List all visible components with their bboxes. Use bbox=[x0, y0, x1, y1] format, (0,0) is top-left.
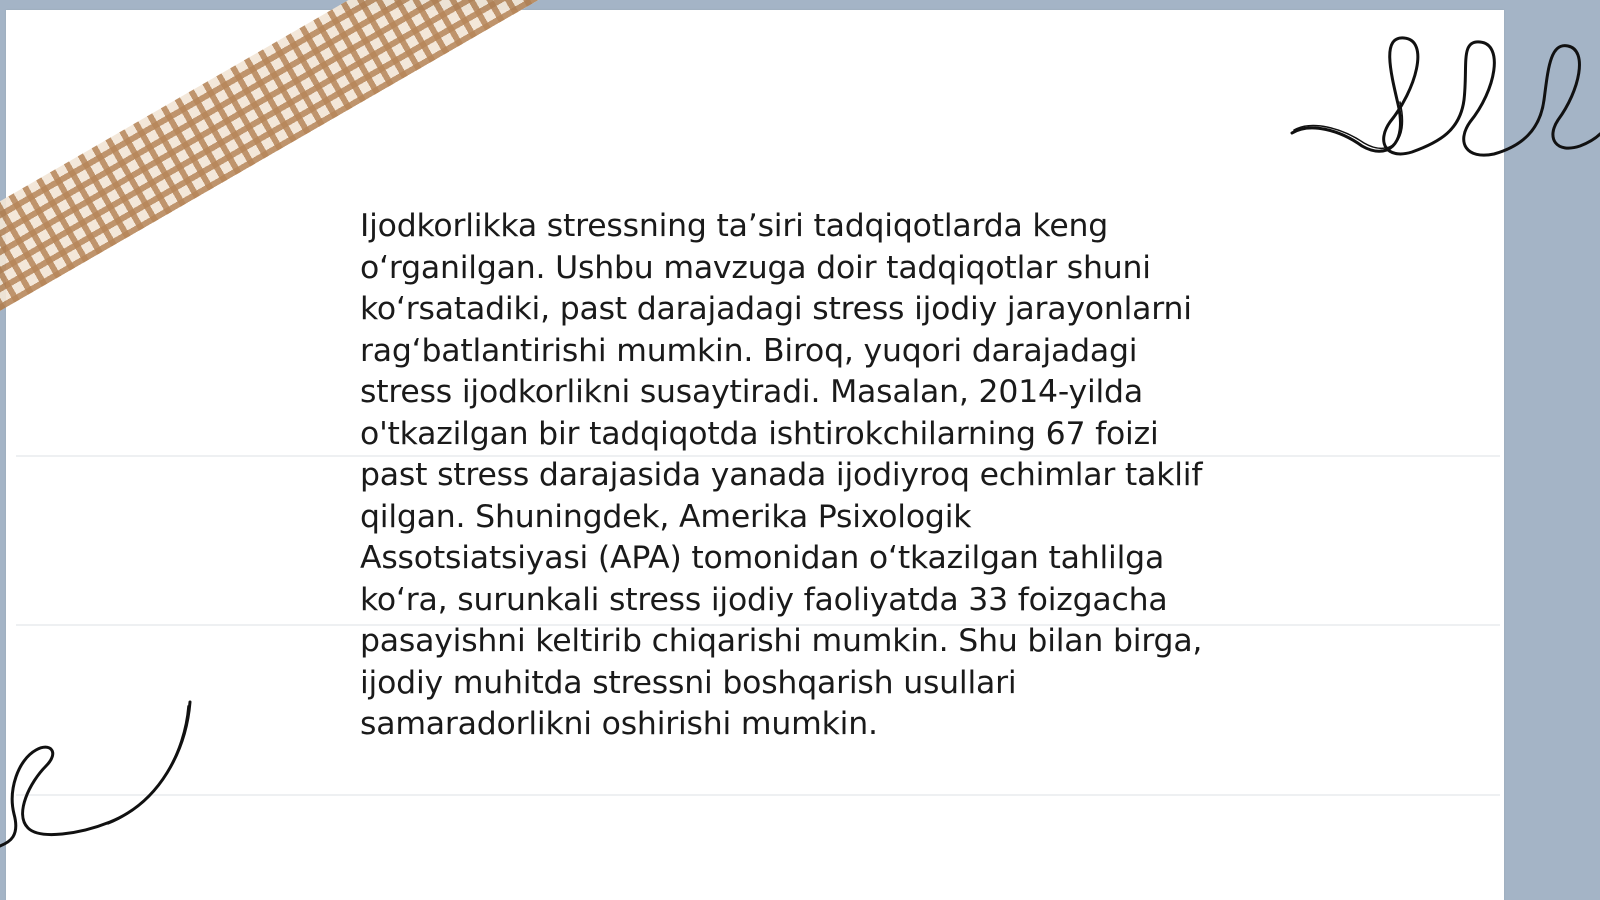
swirl-doodle-icon bbox=[0, 690, 200, 850]
paragraph-line: samaradorlikni oshirishi mumkin. bbox=[360, 706, 878, 742]
paragraph-line: pasayishni keltirib chiqarishi mumkin. Shu bilan birga, bbox=[360, 623, 1203, 659]
paragraph-line: past stress darajasida yanada ijodiyroq echimlar taklif bbox=[360, 457, 1203, 493]
paragraph-line: ko‘ra, surunkali stress ijodiy faoliyatda 33 foizgacha bbox=[360, 581, 1168, 618]
paragraph-line: ko‘rsatadiki, past darajadagi stress ijodiy jarayonlarni bbox=[360, 291, 1192, 327]
paragraph-line: Assotsiatsiyasi (APA) tomonidan o‘tkazilgan tahlilga bbox=[360, 540, 1165, 576]
loops-doodle-icon bbox=[1290, 30, 1600, 165]
paragraph-line: qilgan. Shuningdek, Amerika Psixologik bbox=[360, 498, 972, 535]
paragraph-line: ijodiy muhitda stressni boshqarish usullari bbox=[360, 664, 1017, 701]
paragraph-line: o‘rganilgan. Ushbu mavzuga doir tadqiqotlar shuni bbox=[360, 249, 1151, 286]
paragraph-line: rag‘batlantirishi mumkin. Biroq, yuqori darajadagi bbox=[360, 332, 1138, 369]
ruled-line bbox=[16, 794, 1500, 796]
paragraph-line: Ijodkorlikka stressning ta’siri tadqiqotlarda keng bbox=[360, 208, 1109, 244]
paragraph-line: o'tkazilgan bir tadqiqotda ishtirokchilarning 67 foizi bbox=[360, 415, 1159, 452]
body-paragraph bbox=[360, 206, 1260, 746]
paragraph-line: stress ijodkorlikni susaytiradi. Masalan, 2014-yilda bbox=[360, 374, 1143, 410]
